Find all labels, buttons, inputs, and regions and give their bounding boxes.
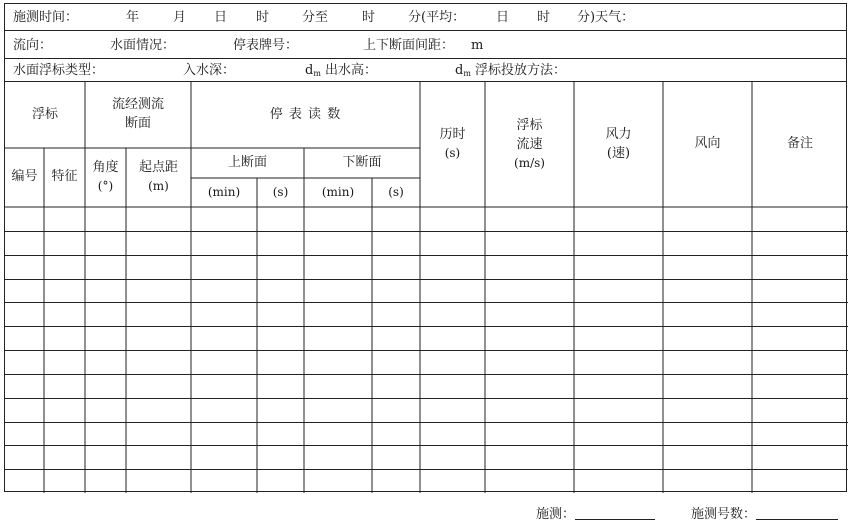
table-cell[interactable] (752, 469, 848, 493)
table-cell[interactable] (44, 374, 85, 398)
table-cell[interactable] (372, 255, 420, 279)
table-cell[interactable] (257, 398, 304, 422)
table-cell[interactable] (85, 422, 126, 446)
lower-s-header: (s) (388, 184, 404, 199)
table-cell[interactable] (44, 445, 85, 469)
table-cell[interactable] (257, 469, 304, 493)
table-cell[interactable] (191, 231, 257, 255)
table-cell[interactable] (191, 398, 257, 422)
table-cell[interactable] (485, 302, 574, 326)
table-cell[interactable] (191, 279, 257, 303)
table-cell[interactable] (574, 398, 663, 422)
table-cell[interactable] (304, 231, 372, 255)
table-cell[interactable] (5, 350, 44, 374)
table-cell[interactable] (420, 469, 485, 493)
table-cell[interactable] (304, 422, 372, 446)
table-cell[interactable] (663, 207, 752, 231)
table-cell[interactable] (257, 302, 304, 326)
table-cell[interactable] (126, 326, 191, 350)
record-number-blank[interactable] (756, 519, 838, 520)
hour2-label: 时 (362, 10, 376, 25)
wind-direction-header: 风向 (694, 136, 721, 152)
table-cell[interactable] (257, 326, 304, 350)
table-cell[interactable] (372, 469, 420, 493)
table-cell[interactable] (574, 374, 663, 398)
table-cell[interactable] (663, 279, 752, 303)
table-cell[interactable] (85, 302, 126, 326)
table-cell[interactable] (44, 398, 85, 422)
observer-label: 施测： (536, 507, 576, 522)
table-cell[interactable] (191, 302, 257, 326)
table-cell[interactable] (5, 302, 44, 326)
table-cell[interactable] (304, 374, 372, 398)
table-cell[interactable] (485, 255, 574, 279)
table-cell[interactable] (752, 445, 848, 469)
table-cell[interactable] (304, 398, 372, 422)
table-cell[interactable] (574, 326, 663, 350)
table-cell[interactable] (663, 255, 752, 279)
table-cell[interactable] (191, 469, 257, 493)
observer-blank[interactable] (575, 519, 655, 520)
table-cell[interactable] (485, 445, 574, 469)
table-cell[interactable] (752, 231, 848, 255)
duration-header (420, 82, 485, 207)
table-cell[interactable] (663, 374, 752, 398)
table-cell[interactable] (420, 302, 485, 326)
table-cell[interactable] (85, 374, 126, 398)
table-cell[interactable] (85, 469, 126, 493)
table-cell[interactable] (85, 350, 126, 374)
dm-subscript-2: m (463, 69, 471, 78)
start-distance-line1: 起点距 (138, 160, 178, 176)
water-surface-label: 水面情况： (110, 38, 176, 53)
table-cell[interactable] (574, 231, 663, 255)
section-distance-label: 上下断面间距： (363, 38, 455, 53)
velocity-line3: (m/s) (514, 155, 545, 170)
table-cell[interactable] (5, 469, 44, 493)
table-cell[interactable] (304, 350, 372, 374)
table-cell[interactable] (126, 398, 191, 422)
table-cell[interactable] (304, 302, 372, 326)
table-cell[interactable] (485, 469, 574, 493)
observer-signature (536, 503, 655, 522)
table-cell[interactable] (257, 231, 304, 255)
table-cell[interactable] (126, 350, 191, 374)
table-cell[interactable] (85, 255, 126, 279)
table-cell[interactable] (485, 231, 574, 255)
table-cell[interactable] (372, 231, 420, 255)
table-cell[interactable] (485, 350, 574, 374)
table-cell[interactable] (85, 398, 126, 422)
stopwatch-no-label: 停表牌号： (233, 38, 299, 53)
release-method-text: 浮标投放方法： (470, 63, 567, 78)
table-cell[interactable] (420, 374, 485, 398)
table-cell[interactable] (5, 231, 44, 255)
table-cell[interactable] (663, 302, 752, 326)
table-cell[interactable] (5, 422, 44, 446)
table-cell[interactable] (85, 207, 126, 231)
table-cell[interactable] (85, 231, 126, 255)
table-cell[interactable] (85, 445, 126, 469)
table-cell[interactable] (372, 422, 420, 446)
table-cell[interactable] (574, 255, 663, 279)
table-cell[interactable] (257, 279, 304, 303)
table-cell[interactable] (752, 207, 848, 231)
duration-line2: (s) (444, 146, 461, 161)
angle-header (85, 148, 126, 207)
minute-weather-label: 分)天气： (577, 10, 635, 25)
table-cell[interactable] (574, 350, 663, 374)
wind-force-line2: (速) (606, 145, 631, 161)
section-passed-header (85, 82, 191, 148)
float-measurement-form (4, 3, 847, 492)
table-cell[interactable] (304, 469, 372, 493)
table-cell[interactable] (663, 350, 752, 374)
emerged-height-text: 出水高： (320, 63, 378, 78)
table-cell[interactable] (420, 231, 485, 255)
table-cell[interactable] (126, 302, 191, 326)
table-cell[interactable] (44, 255, 85, 279)
table-cell[interactable] (44, 350, 85, 374)
table-cell[interactable] (485, 422, 574, 446)
table-cell[interactable] (5, 445, 44, 469)
unit-m-label: m (471, 38, 484, 53)
table-cell[interactable] (663, 398, 752, 422)
table-cell[interactable] (5, 255, 44, 279)
lower-min-header: (min) (321, 184, 355, 199)
table-cell[interactable] (485, 279, 574, 303)
hour-label: 时 (256, 10, 270, 25)
float-type-label: 水面浮标类型： (13, 63, 105, 78)
float-header: 浮标 (31, 106, 58, 122)
table-cell[interactable] (5, 374, 44, 398)
table-cell[interactable] (372, 302, 420, 326)
table-cell[interactable] (126, 469, 191, 493)
upper-s-header: (s) (272, 184, 289, 199)
table-cell[interactable] (372, 207, 420, 231)
table-cell[interactable] (191, 422, 257, 446)
table-cell[interactable] (257, 445, 304, 469)
table-cell[interactable] (420, 350, 485, 374)
table-cell[interactable] (44, 469, 85, 493)
month-label: 月 (173, 10, 187, 25)
table-cell[interactable] (126, 445, 191, 469)
time-label: 施测时间： (13, 10, 79, 25)
table-cell[interactable] (44, 231, 85, 255)
table-cell[interactable] (191, 255, 257, 279)
table-cell[interactable] (44, 302, 85, 326)
wind-force-line1: 风力 (605, 126, 632, 142)
wind-force-header (574, 82, 663, 207)
table-cell[interactable] (304, 445, 372, 469)
minute-avg-label: 分(平均： (408, 10, 466, 25)
table-cell[interactable] (126, 279, 191, 303)
remarks-header: 备注 (786, 136, 813, 152)
table-cell[interactable] (420, 255, 485, 279)
table-cell[interactable] (574, 207, 663, 231)
table-cell[interactable] (752, 255, 848, 279)
table-cell[interactable] (257, 207, 304, 231)
minute-to-label: 分至 (302, 10, 329, 25)
table-cell[interactable] (752, 326, 848, 350)
table-cell[interactable] (752, 422, 848, 446)
table-cell[interactable] (126, 207, 191, 231)
table-cell[interactable] (663, 326, 752, 350)
dm-prefix-1: d (305, 63, 314, 78)
start-distance-header (126, 148, 191, 207)
table-cell[interactable] (485, 398, 574, 422)
table-cell[interactable] (372, 279, 420, 303)
table-cell[interactable] (85, 279, 126, 303)
flow-direction-label: 流向： (13, 38, 53, 53)
table-cell[interactable] (44, 279, 85, 303)
table-cell[interactable] (126, 231, 191, 255)
table-cell[interactable] (257, 422, 304, 446)
day-label: 日 (214, 10, 228, 25)
velocity-header (485, 82, 574, 207)
table-cell[interactable] (5, 326, 44, 350)
angle-line1: 角度 (92, 160, 119, 176)
table-cell[interactable] (126, 374, 191, 398)
table-cell[interactable] (372, 326, 420, 350)
hour3-label: 时 (537, 10, 551, 25)
table-cell[interactable] (5, 279, 44, 303)
stopwatch-reading-header: 停 表 读 数 (269, 106, 342, 122)
table-cell[interactable] (574, 279, 663, 303)
table-cell[interactable] (663, 231, 752, 255)
table-cell[interactable] (44, 422, 85, 446)
table-cell[interactable] (257, 374, 304, 398)
table-cell[interactable] (663, 445, 752, 469)
table-cell[interactable] (752, 374, 848, 398)
table-cell[interactable] (44, 326, 85, 350)
table-cell[interactable] (5, 398, 44, 422)
table-cell[interactable] (191, 350, 257, 374)
table-cell[interactable] (420, 326, 485, 350)
table-cell[interactable] (85, 326, 126, 350)
table-cell[interactable] (304, 255, 372, 279)
table-cell[interactable] (485, 326, 574, 350)
velocity-line1: 浮标 (516, 117, 543, 133)
lower-section-header: 下断面 (342, 154, 382, 170)
table-cell[interactable] (752, 302, 848, 326)
table-cell[interactable] (574, 302, 663, 326)
table-cell[interactable] (420, 279, 485, 303)
section-passed-line2: 断面 (124, 116, 151, 131)
table-cell[interactable] (420, 398, 485, 422)
table-cell[interactable] (485, 374, 574, 398)
table-cell[interactable] (574, 422, 663, 446)
number-header: 编号 (11, 169, 38, 185)
table-cell[interactable] (191, 374, 257, 398)
table-cell[interactable] (257, 350, 304, 374)
dm-subscript-1: m (313, 69, 321, 78)
table-cell[interactable] (372, 374, 420, 398)
duration-line1: 历时 (439, 127, 466, 143)
table-cell[interactable] (420, 422, 485, 446)
table-cell[interactable] (663, 469, 752, 493)
upper-section-header: 上断面 (227, 154, 267, 170)
table-cell[interactable] (191, 207, 257, 231)
start-distance-line2: (m) (148, 179, 169, 194)
table-cell[interactable] (372, 350, 420, 374)
table-cell[interactable] (420, 207, 485, 231)
table-cell[interactable] (485, 207, 574, 231)
velocity-line2: 流速 (516, 136, 543, 152)
table-cell[interactable] (191, 445, 257, 469)
table-cell[interactable] (257, 255, 304, 279)
table-cell[interactable] (126, 422, 191, 446)
year-label: 年 (126, 10, 140, 25)
table-cell[interactable] (5, 207, 44, 231)
feature-header: 特征 (51, 169, 78, 185)
table-cell[interactable] (574, 469, 663, 493)
submerged-depth-label: 入水深： (183, 63, 236, 78)
table-cell[interactable] (752, 350, 848, 374)
table-cell[interactable] (420, 445, 485, 469)
table-cell[interactable] (304, 279, 372, 303)
table-cell[interactable] (304, 207, 372, 231)
table-cell[interactable] (752, 279, 848, 303)
dm-prefix-2: d (455, 63, 464, 78)
table-cell[interactable] (191, 326, 257, 350)
section-passed-line1: 流经测流 (111, 97, 164, 113)
record-number-signature (691, 503, 838, 522)
day2-label: 日 (496, 10, 510, 25)
table-cell[interactable] (574, 445, 663, 469)
table-cell[interactable] (752, 398, 848, 422)
table-cell[interactable] (372, 398, 420, 422)
upper-min-header: (min) (207, 184, 241, 199)
table-cell[interactable] (44, 207, 85, 231)
table-cell[interactable] (372, 445, 420, 469)
table-cell[interactable] (304, 326, 372, 350)
angle-line2: (°) (97, 179, 114, 194)
table-cell[interactable] (126, 255, 191, 279)
table-cell[interactable] (663, 422, 752, 446)
record-number-label: 施测号数： (691, 507, 757, 522)
